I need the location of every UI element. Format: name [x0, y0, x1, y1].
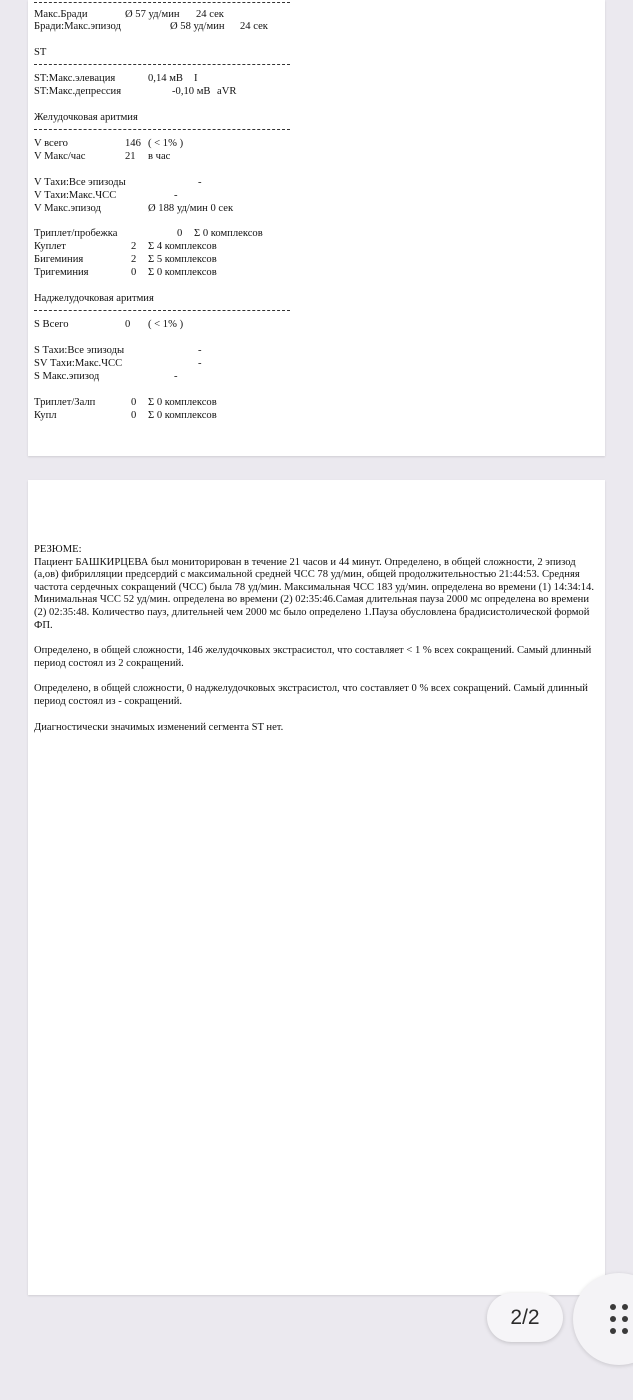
s-total-label: S Всего: [34, 319, 69, 330]
st-depression-label: ST:Макс.депрессия: [34, 86, 122, 97]
st-elevation-value: 0,14 мВ: [148, 73, 183, 84]
report-page-1: [28, 0, 605, 456]
v-tachy-episodes-value: -: [198, 177, 202, 188]
v-triplet-label: Триплет/пробежка: [34, 228, 118, 239]
dashed-rule: [34, 129, 290, 130]
dashed-rule: [34, 64, 290, 65]
summary-paragraph-main: Пациент БАШКИРЦЕВА был мониторирован в течение 21 часов и 44 минут. Определено, в общей сложности, 2 эпизод (а,ов) фибрилляции предсердий с максимальной средней ЧСС 78 уд/мин, общей продолжительностью 21:44:53. Средняя частота сердечных сокращений (ЧСС) была 78 уд/мин. Максимальная ЧСС 183 уд/мин. определена во времени (1) 14:34:14. Минимальная ЧСС 52 уд/мин. определена во времени (2) 02:35:46.Самая длительная пауза 2000 мс определена во времени (2) 02:35:48. Количество пауз, длительней чем 2000 мс было определено 1.Пауза обусловлена брадисистолической формой ФП.: [34, 556, 594, 631]
s-max-episode-label: S Макс.эпизод: [34, 371, 100, 382]
v-couplet-label: Куплет: [34, 241, 66, 252]
s-couplet-sum: Σ 0 комплексов: [148, 410, 217, 421]
s-couplet-label: Купл: [34, 410, 57, 421]
summary-title: РЕЗЮМЕ:: [34, 544, 82, 555]
v-tachy-episodes-label: V Тахи:Все эпизоды: [34, 177, 126, 188]
v-total-count: 146: [125, 138, 141, 149]
summary-block: [34, 544, 596, 747]
v-total-label: V всего: [34, 138, 68, 149]
summary-paragraph-supraventricular: Определено, в общей сложности, 0 наджелудочковых экстрасистол, что составляет 0 % всех сокращений. Самый длинный период состоял из - сокращений.: [34, 683, 588, 707]
s-tachy-episodes-value: -: [198, 345, 202, 356]
v-max-episode-label: V Макс.эпизод: [34, 203, 101, 214]
st-depression-lead: aVR: [217, 86, 237, 97]
brady-episode-duration: 24 сек: [240, 21, 268, 32]
brady-max-label: Макс.Бради: [34, 9, 88, 20]
s-couplet-count: 0: [131, 410, 137, 421]
v-tachy-maxhr-value: -: [174, 190, 178, 201]
s-triplet-count: 0: [131, 397, 137, 408]
st-elevation-label: ST:Макс.элевация: [34, 73, 116, 84]
v-max-episode-value: Ø 188 уд/мин 0 сек: [148, 203, 234, 214]
v-bigeminy-count: 2: [131, 254, 137, 265]
v-max-hour-unit: в час: [148, 151, 171, 162]
st-heading: ST: [34, 47, 47, 58]
v-triplet-count: 0: [177, 228, 183, 239]
supraventricular-heading: Наджелудочковая аритмия: [34, 293, 154, 304]
page-counter[interactable]: [487, 1293, 563, 1342]
st-depression-value: -0,10 мВ: [172, 86, 211, 97]
v-tachy-maxhr-label: V Тахи:Макс.ЧСС: [34, 190, 117, 201]
brady-max-duration: 24 сек: [196, 9, 224, 20]
s-tachy-episodes-label: S Тахи:Все эпизоды: [34, 345, 125, 356]
v-couplet-sum: Σ 4 комплексов: [148, 241, 217, 252]
st-elevation-lead: I: [194, 73, 198, 84]
v-bigeminy-label: Бигеминия: [34, 254, 84, 265]
summary-paragraph-ventricular: Определено, в общей сложности, 146 желудочковых экстрасистол, что составляет < 1 % всех сокращений. Самый длинный период состоял из 2 сокращений.: [34, 645, 592, 669]
v-total-percent: ( < 1% ): [148, 138, 184, 149]
page-counter-label: 2/2: [510, 1305, 540, 1329]
v-bigeminy-sum: Σ 5 комплексов: [148, 254, 217, 265]
v-trigeminy-sum: Σ 0 комплексов: [148, 267, 217, 278]
summary-paragraph-st: Диагностически значимых изменений сегмента ST нет.: [34, 721, 284, 733]
v-couplet-count: 2: [131, 241, 137, 252]
s-triplet-sum: Σ 0 комплексов: [148, 397, 217, 408]
v-max-hour-label: V Макс/час: [34, 151, 86, 162]
ventricular-heading: Желудочковая аритмия: [34, 112, 138, 123]
s-triplet-label: Триплет/Залп: [34, 397, 96, 408]
sv-tachy-maxhr-value: -: [198, 358, 202, 369]
brady-max-rate: Ø 57 уд/мин: [125, 9, 180, 20]
dashed-rule: [34, 2, 290, 3]
v-triplet-sum: Σ 0 комплексов: [194, 228, 263, 239]
s-total-count: 0: [125, 319, 131, 330]
brady-episode-rate: Ø 58 уд/мин: [170, 21, 225, 32]
v-max-hour-count: 21: [125, 151, 136, 162]
report-page-2: [28, 480, 605, 1295]
s-max-episode-value: -: [174, 371, 178, 382]
s-total-percent: ( < 1% ): [148, 319, 184, 330]
sv-tachy-maxhr-label: SV Тахи:Макс.ЧСС: [34, 358, 123, 369]
dashed-rule: [34, 310, 290, 311]
brady-episode-label: Бради:Макс.эпизод: [34, 21, 121, 32]
v-trigeminy-count: 0: [131, 267, 137, 278]
v-trigeminy-label: Тригеминия: [34, 267, 89, 278]
